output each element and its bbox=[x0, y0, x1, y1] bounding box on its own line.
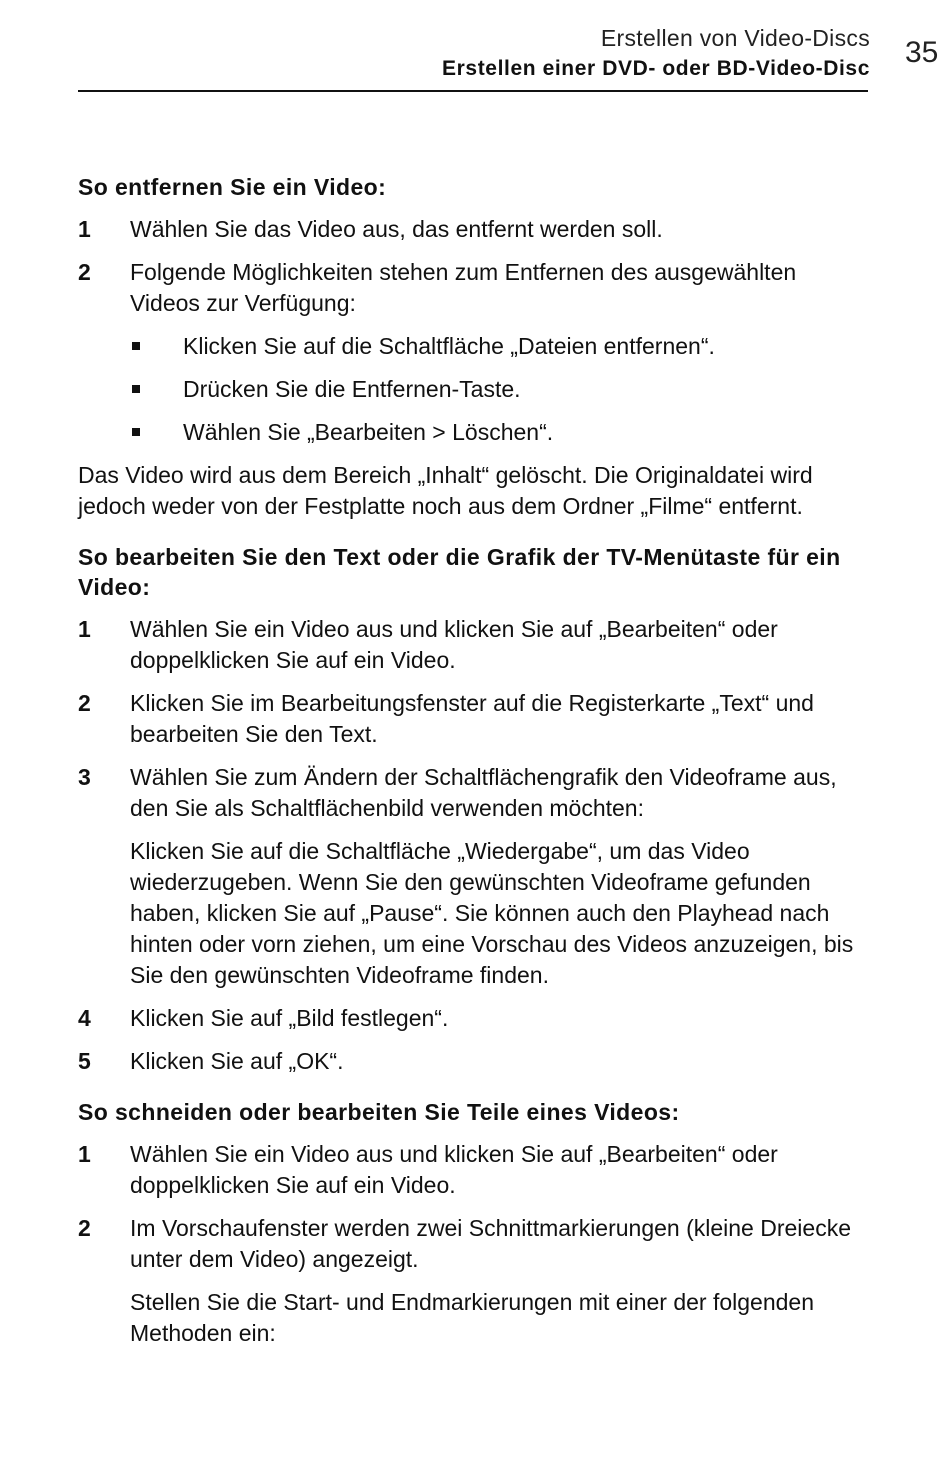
step-item bbox=[78, 257, 870, 448]
step-number: 1 bbox=[78, 1141, 91, 1167]
step-item bbox=[78, 1003, 870, 1034]
bullet-text: Drücken Sie die Entfernen-Taste. bbox=[183, 376, 521, 402]
section-heading-remove-video: So entfernen Sie ein Video: bbox=[78, 174, 387, 200]
step-item bbox=[78, 762, 870, 991]
step-number: 5 bbox=[78, 1048, 91, 1074]
step-note: Stellen Sie die Start- und Endmarkierungen mit einer der folgenden Methoden ein: bbox=[130, 1289, 815, 1346]
step-text: Klicken Sie auf „Bild festlegen“. bbox=[130, 1005, 449, 1031]
remove-video-steps bbox=[78, 214, 870, 448]
step-text: Wählen Sie ein Video aus und klicken Sie auf „Bearbeiten“ oder doppelklicken Sie auf ein Video. bbox=[130, 1141, 778, 1198]
step-item bbox=[78, 214, 870, 245]
trim-video-steps bbox=[78, 1139, 870, 1349]
step-number: 2 bbox=[78, 1215, 91, 1241]
header-divider bbox=[78, 90, 868, 92]
step-item bbox=[78, 1046, 870, 1077]
square-bullet-icon bbox=[132, 428, 140, 436]
section-heading-trim-video: So schneiden oder bearbeiten Sie Teile eines Videos: bbox=[78, 1099, 680, 1125]
square-bullet-icon bbox=[132, 342, 140, 350]
step-text: Folgende Möglichkeiten stehen zum Entfernen des ausgewählten Videos zur Verfügung: bbox=[130, 259, 797, 316]
square-bullet-icon bbox=[132, 385, 140, 393]
header-section-title: Erstellen einer DVD- oder BD-Video-Disc bbox=[442, 57, 870, 80]
step-number: 2 bbox=[78, 259, 91, 285]
header-chapter-title: Erstellen von Video-Discs bbox=[600, 25, 870, 51]
bullet-item bbox=[130, 417, 870, 448]
edit-menu-button-steps bbox=[78, 614, 870, 1077]
step-text: Klicken Sie auf „OK“. bbox=[130, 1048, 344, 1074]
page-content bbox=[78, 172, 870, 1361]
step-number: 3 bbox=[78, 764, 91, 790]
page-number: 35 bbox=[905, 36, 939, 69]
step-item bbox=[78, 1139, 870, 1201]
step-item bbox=[78, 614, 870, 676]
remove-options-list bbox=[130, 331, 870, 448]
bullet-text: Wählen Sie „Bearbeiten > Löschen“. bbox=[183, 419, 554, 445]
step-text: Klicken Sie im Bearbeitungsfenster auf die Registerkarte „Text“ und bearbeiten Sie den Text. bbox=[130, 690, 814, 747]
step-number: 2 bbox=[78, 690, 91, 716]
step-text: Wählen Sie zum Ändern der Schaltflächengrafik den Videoframe aus, den Sie als Schaltflächenbild verwenden möchten: bbox=[130, 764, 837, 821]
bullet-text: Klicken Sie auf die Schaltfläche „Dateien entfernen“. bbox=[183, 333, 715, 359]
step-number: 4 bbox=[78, 1005, 91, 1031]
step-number: 1 bbox=[78, 616, 91, 642]
step-item bbox=[78, 1213, 870, 1349]
step-text: Wählen Sie das Video aus, das entfernt werden soll. bbox=[130, 216, 663, 242]
bullet-item bbox=[130, 331, 870, 362]
step-note: Klicken Sie auf die Schaltfläche „Wiedergabe“, um das Video wiederzugeben. Wenn Sie den gewünschten Videoframe gefunden haben, klicken Sie auf „Pause“. Sie können auch den Playhead nach hinten oder vorn ziehen, um eine Vorschau des Videos anzuzeigen, bis Sie den gewünschten Videoframe finden. bbox=[130, 838, 854, 988]
bullet-item bbox=[130, 374, 870, 405]
step-number: 1 bbox=[78, 216, 91, 242]
section-heading-edit-menu-button: So bearbeiten Sie den Text oder die Grafik der TV-Menütaste für ein Video: bbox=[78, 544, 841, 600]
remove-video-note: Das Video wird aus dem Bereich „Inhalt“ gelöscht. Die Originaldatei wird jedoch weder von der Festplatte noch aus dem Ordner „Filme“ entfernt. bbox=[78, 462, 813, 519]
step-text: Wählen Sie ein Video aus und klicken Sie auf „Bearbeiten“ oder doppelklicken Sie auf ein Video. bbox=[130, 616, 778, 673]
running-header bbox=[78, 22, 870, 84]
step-item bbox=[78, 688, 870, 750]
step-text: Im Vorschaufenster werden zwei Schnittmarkierungen (kleine Dreiecke unter dem Video) angezeigt. bbox=[130, 1215, 851, 1272]
